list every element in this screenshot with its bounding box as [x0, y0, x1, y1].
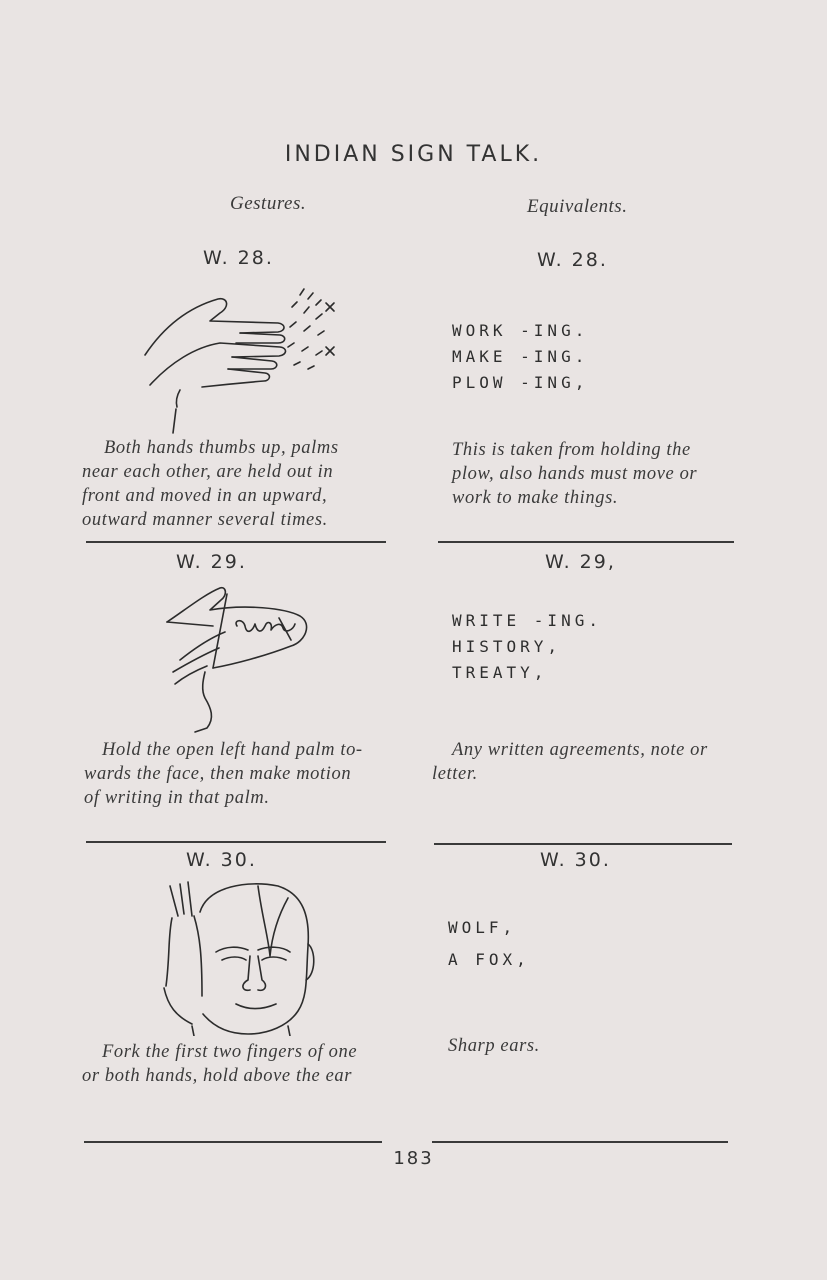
equivalents-column-heading: Equivalents.: [527, 196, 628, 217]
divider-left-3: [84, 1141, 382, 1143]
entry-label-w30-right: W. 30.: [540, 849, 611, 871]
entry-label-w28-left: W. 28.: [203, 247, 274, 269]
writing-on-palm-illustration: [155, 580, 320, 740]
gestures-column-heading: Gestures.: [230, 193, 307, 214]
hands-thumbs-up-illustration: [140, 285, 350, 435]
fingers-above-ear-face-illustration: [158, 876, 318, 1036]
page-title: INDIAN SIGN TALK.: [284, 142, 543, 167]
entry-label-w28-right: W. 28.: [537, 249, 608, 271]
equivalent-words-w29: WRITE -ING. HISTORY, TREATY,: [452, 611, 602, 682]
gesture-text-w30: Fork the first two fingers of one or both hands, hold above the ear: [82, 1042, 358, 1086]
divider-left-2: [86, 841, 386, 843]
equivalent-words-w30: WOLF, A FOX,: [448, 918, 530, 969]
divider-right-2: [434, 843, 732, 845]
entry-label-w29-left: W. 29.: [176, 551, 247, 573]
equivalent-words-w28: WORK -ING. MAKE -ING. PLOW -ING,: [452, 321, 589, 392]
gesture-text-w29: Hold the open left hand palm to- wards the face, then make motion of writing in that palm.: [84, 740, 363, 808]
divider-right-3: [432, 1141, 728, 1143]
gesture-text-w28: Both hands thumbs up, palms near each other, are held out in front and moved in an upward, outward manner several times.: [82, 438, 339, 530]
divider-right-1: [438, 541, 734, 543]
equivalent-text-w28: This is taken from holding the plow, also hands must move or work to make things.: [452, 440, 698, 508]
equivalent-text-w29: Any written agreements, note or letter.: [432, 740, 708, 784]
entry-label-w30-left: W. 30.: [186, 849, 257, 871]
equivalent-text-w30: Sharp ears.: [448, 1036, 540, 1056]
entry-label-w29-right: W. 29,: [545, 551, 616, 573]
divider-left-1: [86, 541, 386, 543]
page-number: 183: [393, 1148, 434, 1169]
